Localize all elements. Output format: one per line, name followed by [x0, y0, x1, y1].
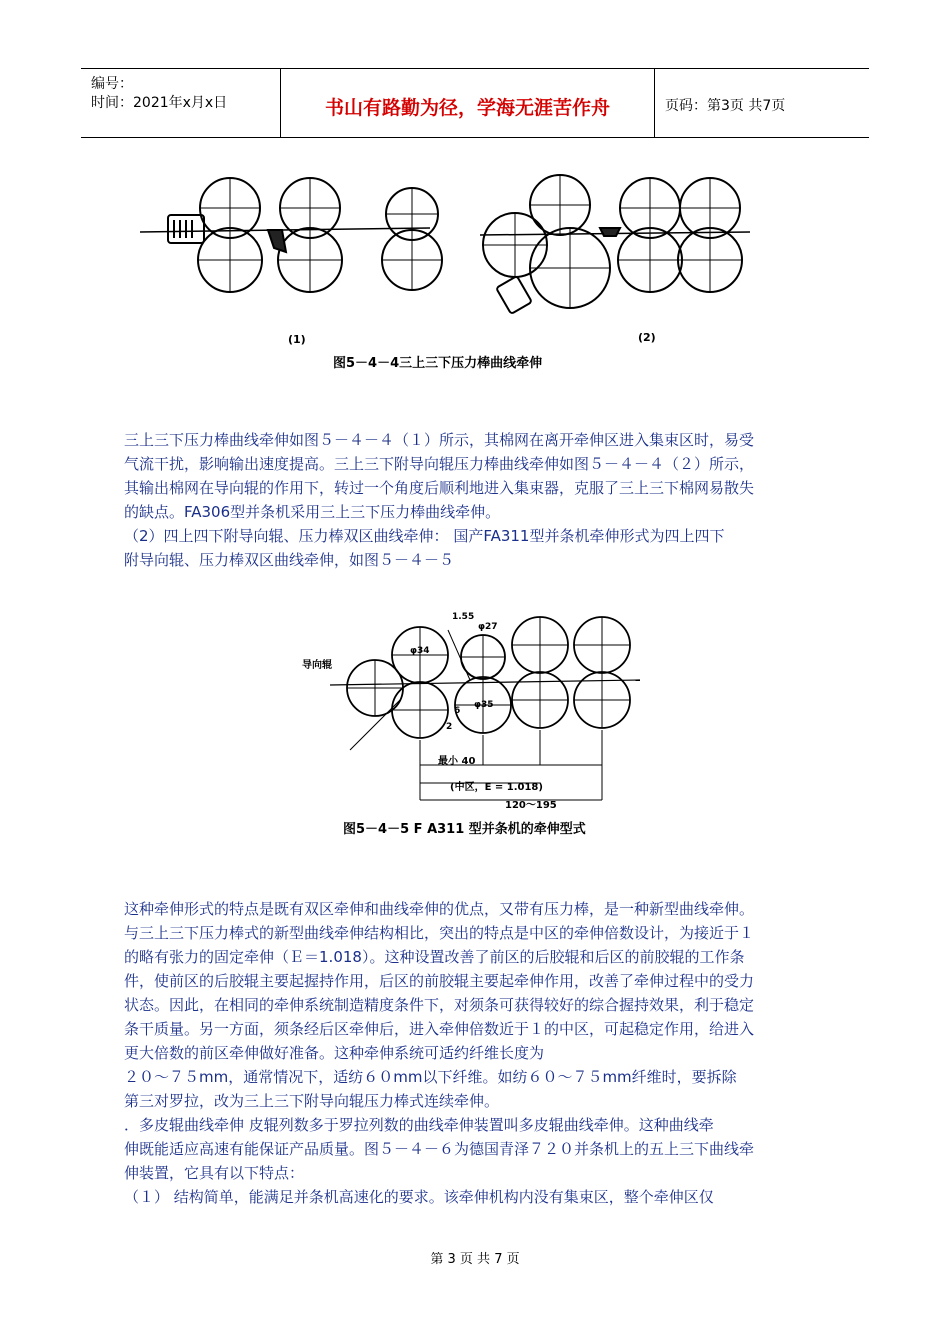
page-header [81, 68, 869, 138]
dimension-2-label: 2 [446, 722, 453, 732]
range-label: 120～195 [505, 800, 557, 811]
middle-zone-label: (中区，E = 1.018) [450, 782, 543, 793]
figure-5-4-4-diagram [130, 160, 760, 320]
page-footer: 第 3 页 共 7 页 [430, 1252, 520, 1267]
text-line: ．多皮辊曲线牵伸 皮辊列数多于罗拉列数的曲线牵伸装置叫多皮辊曲线牵伸。这种曲线牵 [124, 1116, 714, 1134]
text-line: 与三上三下压力棒式的新型曲线牵伸结构相比，突出的特点是中区的牵伸倍数设计，为接近于１ [124, 924, 755, 942]
text-line: 其输出棉网在导向辊的作用下，转过一个角度后顺利地进入集束器，克服了三上三下棉网易散失 [124, 479, 755, 497]
time-label: 时间：2021年x月x日 [91, 95, 228, 111]
text-line: （１） 结构简单，能满足并条机高速化的要求。该牵伸机构内没有集束区，整个牵伸区仅 [124, 1188, 714, 1206]
guide-roller-label: 导向辊 [302, 660, 332, 671]
dimension-155-label: 1.55 [452, 612, 475, 622]
text-line: 第三对罗拉，改为三上三下附导向辊压力棒式连续牵伸。 [124, 1092, 500, 1110]
text-line: 气流干扰，影响输出速度提高。三上三下附导向辊压力棒曲线牵伸如图５－４－４（２）所示， [124, 455, 755, 473]
paragraph-2 [124, 897, 830, 1209]
text-line: 附导向辊、压力棒双区曲线牵伸，如图５－４－５ [124, 551, 455, 569]
text-line: 状态。因此，在相同的牵伸系统制造精度条件下，对须条可获得较好的综合握持效果，利于稳定 [124, 996, 755, 1014]
figure-sub-label-2: (2) [638, 331, 656, 344]
text-line: 更大倍数的前区牵伸做好准备。这种牵伸系统可适约纤维长度为 [124, 1044, 545, 1062]
header-page-cell [655, 69, 869, 137]
figure-sub-label-1: (1) [288, 333, 306, 346]
text-line: 伸装置，它具有以下特点： [124, 1164, 305, 1182]
text-line: 这种牵伸形式的特点是既有双区牵伸和曲线牵伸的优点，又带有压力棒，是一种新型曲线牵伸。 [124, 900, 755, 918]
text-line: 件，使前区的后胶辊主要起握持作用，后区的前胶辊主要起牵伸作用，改善了牵伸过程中的受力 [124, 972, 755, 990]
page-number-label: 页码：第3页 共7页 [665, 98, 786, 114]
header-info-cell [81, 69, 281, 137]
text-line: （2）四上四下附导向辊、压力棒双区曲线牵伸： 国产FA311型并条机牵伸形式为四上四下 [124, 527, 725, 545]
dimension-6-label: 6 [454, 706, 461, 716]
figure-caption-5-4-5: 图5－4－5 F A311 型并条机的牵伸型式 [343, 822, 586, 837]
text-line: 的略有张力的固定牵伸（Ｅ＝1.018）。这种设置改善了前区的后胶辊和后区的前胶辊的工作条 [124, 948, 745, 966]
number-label: 编号： [91, 76, 133, 92]
figure-caption-5-4-4: 图5－4－4三上三下压力棒曲线牵伸 [333, 356, 543, 371]
diameter-34-label: φ34 [410, 646, 430, 656]
text-line: 伸既能适应高速有能保证产品质量。图５－４－６为德国青泽７２０并条机上的五上三下曲线牵 [124, 1140, 755, 1158]
min-40-label: 最小 40 [438, 756, 476, 767]
text-line: ２０～７５mm，通常情况下，适纺６０mm以下纤维。如纺６０～７５mm纤维时，要拆除 [124, 1068, 737, 1086]
diameter-27-label: φ27 [478, 622, 498, 632]
motto-text: 书山有路勤为径，学海无涯苦作舟 [324, 97, 610, 119]
text-line: 的缺点。FA306型并条机采用三上三下压力棒曲线牵伸。 [124, 503, 501, 521]
text-line: 条干质量。另一方面，须条经后区牵伸后，进入牵伸倍数近于１的中区，可起稳定作用，给进入 [124, 1020, 755, 1038]
diameter-35-label: φ35 [474, 700, 494, 710]
paragraph-1 [124, 428, 830, 572]
header-motto-cell [281, 69, 655, 137]
text-line: 三上三下压力棒曲线牵伸如图５－４－４（１）所示，其棉网在离开牵伸区进入集束区时，易受 [124, 431, 755, 449]
